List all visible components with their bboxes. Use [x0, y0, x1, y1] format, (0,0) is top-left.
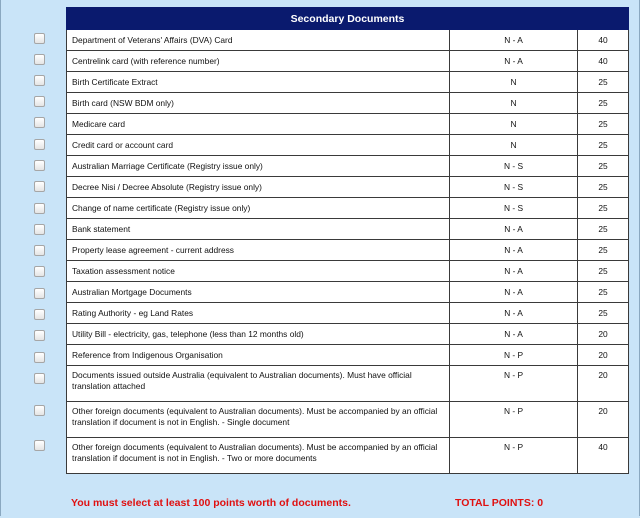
checkbox-marriage-certificate[interactable] [34, 160, 45, 171]
checkbox-rating-authority[interactable] [34, 309, 45, 320]
document-points: 20 [578, 366, 629, 402]
document-code: N - S [450, 177, 578, 198]
document-name: Australian Mortgage Documents [67, 282, 450, 303]
table-row [67, 30, 629, 51]
document-points: 25 [578, 240, 629, 261]
checkbox-change-of-name[interactable] [34, 203, 45, 214]
document-name: Reference from Indigenous Organisation [67, 345, 450, 366]
document-points: 25 [578, 177, 629, 198]
document-code: N - P [450, 366, 578, 402]
document-points: 25 [578, 114, 629, 135]
document-code: N - P [450, 438, 578, 474]
document-code: N - P [450, 345, 578, 366]
checkbox-medicare-card[interactable] [34, 117, 45, 128]
document-points: 25 [578, 261, 629, 282]
document-code: N - S [450, 156, 578, 177]
document-name: Change of name certificate (Registry issue only) [67, 198, 450, 219]
document-code: N - A [450, 282, 578, 303]
document-name: Birth Certificate Extract [67, 72, 450, 93]
document-name: Birth card (NSW BDM only) [67, 93, 450, 114]
table-row [67, 198, 629, 219]
document-name: Rating Authority - eg Land Rates [67, 303, 450, 324]
checkbox-property-lease[interactable] [34, 245, 45, 256]
table-row [67, 72, 629, 93]
table-row [67, 135, 629, 156]
document-name: Australian Marriage Certificate (Registry issue only) [67, 156, 450, 177]
checkbox-indigenous-reference[interactable] [34, 352, 45, 363]
document-code: N [450, 114, 578, 135]
document-points: 25 [578, 198, 629, 219]
document-name: Other foreign documents (equivalent to Australian documents). Must be accompanied by an official translation if document is not in English. - Single document [67, 402, 450, 438]
table-row [67, 324, 629, 345]
document-name: Medicare card [67, 114, 450, 135]
table-row [67, 303, 629, 324]
document-code: N - P [450, 402, 578, 438]
document-points: 40 [578, 438, 629, 474]
document-code: N - A [450, 303, 578, 324]
secondary-documents-table [66, 7, 629, 474]
checkbox-birth-certificate-extract[interactable] [34, 75, 45, 86]
table-row [67, 177, 629, 198]
table-row [67, 156, 629, 177]
document-points: 25 [578, 219, 629, 240]
checkbox-mortgage-documents[interactable] [34, 288, 45, 299]
checkbox-documents-outside-australia[interactable] [34, 373, 45, 384]
document-points: 25 [578, 156, 629, 177]
document-code: N - A [450, 219, 578, 240]
document-code: N - S [450, 198, 578, 219]
document-name: Documents issued outside Australia (equivalent to Australian documents). Must have official translation attached [67, 366, 450, 402]
document-code: N [450, 135, 578, 156]
table-row [67, 438, 629, 474]
checkbox-centrelink-card[interactable] [34, 54, 45, 65]
document-points: 25 [578, 135, 629, 156]
checkbox-bank-statement[interactable] [34, 224, 45, 235]
document-points: 20 [578, 402, 629, 438]
document-code: N - A [450, 240, 578, 261]
checkbox-decree-nisi[interactable] [34, 181, 45, 192]
document-points: 40 [578, 51, 629, 72]
document-points: 20 [578, 324, 629, 345]
document-points: 25 [578, 303, 629, 324]
checkbox-utility-bill[interactable] [34, 330, 45, 341]
checkbox-foreign-multiple[interactable] [34, 440, 45, 451]
document-name: Utility Bill - electricity, gas, telephone (less than 12 months old) [67, 324, 450, 345]
document-code: N - A [450, 261, 578, 282]
document-name: Taxation assessment notice [67, 261, 450, 282]
document-points: 25 [578, 72, 629, 93]
table-row [67, 282, 629, 303]
document-code: N - A [450, 324, 578, 345]
table-row [67, 240, 629, 261]
total-points: TOTAL POINTS: 0 [455, 497, 544, 509]
document-name: Property lease agreement - current address [67, 240, 450, 261]
checkbox-credit-card[interactable] [34, 139, 45, 150]
table-header: Secondary Documents [67, 8, 629, 30]
table-row [67, 114, 629, 135]
document-code: N - A [450, 51, 578, 72]
table-row [67, 402, 629, 438]
table-row [67, 93, 629, 114]
document-code: N [450, 72, 578, 93]
document-name: Centrelink card (with reference number) [67, 51, 450, 72]
document-code: N [450, 93, 578, 114]
checkbox-foreign-single[interactable] [34, 405, 45, 416]
table-row [67, 366, 629, 402]
checkbox-birth-card[interactable] [34, 96, 45, 107]
table-row [67, 261, 629, 282]
checkbox-taxation-notice[interactable] [34, 266, 45, 277]
document-name: Decree Nisi / Decree Absolute (Registry issue only) [67, 177, 450, 198]
table-row [67, 219, 629, 240]
document-code: N - A [450, 30, 578, 51]
checkbox-dva-card[interactable] [34, 33, 45, 44]
document-name: Credit card or account card [67, 135, 450, 156]
table-row [67, 51, 629, 72]
document-name: Other foreign documents (equivalent to Australian documents). Must be accompanied by an official translation if document is not in English. - Two or more documents [67, 438, 450, 474]
document-name: Department of Veterans' Affairs (DVA) Card [67, 30, 450, 51]
document-points: 25 [578, 282, 629, 303]
table-row [67, 345, 629, 366]
document-points: 20 [578, 345, 629, 366]
document-points: 40 [578, 30, 629, 51]
minimum-points-message: You must select at least 100 points worth of documents. [71, 497, 351, 509]
document-points: 25 [578, 93, 629, 114]
document-name: Bank statement [67, 219, 450, 240]
